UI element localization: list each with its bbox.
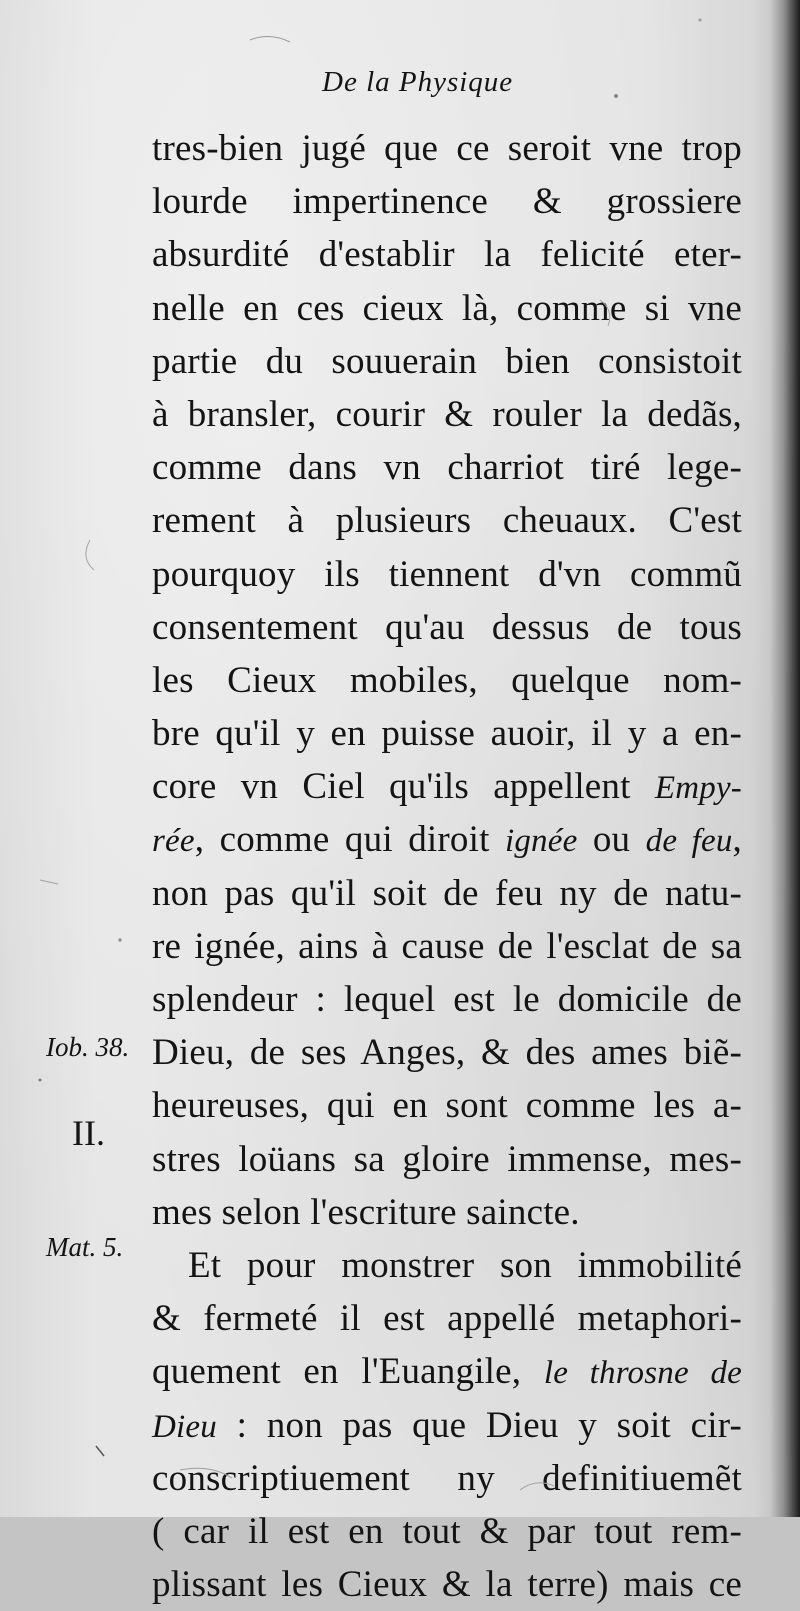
text-run: Dieu, de ses Anges, & des ames biẽ-	[152, 1032, 742, 1074]
text-line	[152, 548, 742, 601]
text-line	[152, 1399, 742, 1452]
text-line	[152, 388, 742, 441]
text-line	[152, 1558, 742, 1611]
text-run: : non pas que Dieu y soit cir-	[216, 1404, 742, 1446]
text-line	[152, 1186, 742, 1239]
italic-text: Empy-	[654, 770, 742, 807]
text-run: plissant les Cieux & la terre) mais ce	[152, 1564, 742, 1606]
text-line	[152, 1133, 742, 1186]
text-run: non pas qu'il soit de feu ny de natu-	[152, 872, 742, 914]
text-run: bre qu'il y en puisse auoir, il y a en-	[152, 713, 742, 755]
text-line	[152, 1505, 742, 1558]
text-run: ,	[732, 819, 742, 861]
italic-text: de feu	[645, 823, 733, 860]
margin-note-mat: Mat. 5.	[46, 1232, 124, 1262]
text-run: heureuses, qui en sont comme les a-	[152, 1085, 742, 1127]
binding-shadow	[770, 0, 800, 1517]
text-run: ou	[577, 819, 646, 861]
text-run: stres loüans sa gloire immense, mes-	[152, 1138, 742, 1180]
text-run: comme dans vn charriot tiré lege-	[152, 447, 742, 489]
running-head: De la Physique	[322, 66, 514, 98]
italic-text: le throsne de	[543, 1355, 742, 1392]
text-line	[152, 335, 742, 388]
text-line	[152, 1239, 742, 1292]
text-run: les Cieux mobiles, quelque nom-	[152, 659, 742, 701]
text-run: pourquoy ils tiennent d'vn commũ	[152, 553, 742, 595]
text-run: à bransler, courir & rouler la dedãs,	[152, 393, 742, 435]
text-line	[152, 760, 742, 813]
text-run: core vn Ciel qu'ils appellent	[152, 766, 655, 808]
text-line	[152, 1452, 742, 1505]
text-run: lourde impertinence & grossiere	[152, 181, 742, 223]
text-run: nelle en ces cieux là, comme si vne	[152, 287, 742, 329]
text-run: & fermeté il est appellé metaphori-	[152, 1298, 742, 1340]
text-line	[152, 1079, 742, 1132]
body-text	[152, 122, 742, 1611]
italic-text: rée	[152, 823, 195, 860]
text-run: consentement qu'au dessus de tous	[152, 606, 742, 648]
text-run: absurdité d'establir la felicité eter-	[152, 234, 742, 276]
text-run: Et pour monstrer son immobilité	[188, 1244, 742, 1286]
text-run: tres-bien jugé que ce seroit vne trop	[152, 128, 742, 169]
text-line	[152, 122, 742, 175]
text-line	[152, 228, 742, 281]
text-run: mes selon l'escriture saincte.	[152, 1191, 580, 1233]
margin-section-number: II.	[72, 1113, 105, 1153]
text-line	[152, 1292, 742, 1345]
text-run: re ignée, ains à cause de l'esclat de sa	[152, 925, 742, 967]
text-run: conscriptiuement ny definitiuemẽt	[152, 1457, 742, 1499]
italic-text: ignée	[504, 823, 578, 860]
text-line	[152, 601, 742, 654]
text-run: ( car il est en tout & par tout rem-	[152, 1510, 742, 1552]
text-line	[152, 282, 742, 335]
text-run: quement en l'Euangile,	[152, 1351, 544, 1393]
margin-note-job: Iob. 38.	[46, 1032, 130, 1062]
text-line	[152, 973, 742, 1026]
text-line	[152, 175, 742, 228]
text-line	[152, 707, 742, 760]
text-line	[152, 1345, 742, 1398]
text-line	[152, 1026, 742, 1079]
text-run: rement à plusieurs cheuaux. C'est	[152, 500, 742, 542]
text-line	[152, 654, 742, 707]
text-line	[152, 494, 742, 547]
italic-text: Dieu	[152, 1408, 217, 1445]
text-run: , comme qui diroit	[194, 819, 505, 861]
text-run: splendeur : lequel est le domicile de	[152, 979, 742, 1020]
text-line	[152, 441, 742, 494]
text-line	[152, 813, 742, 866]
text-line	[152, 920, 742, 973]
text-run: partie du souuerain bien consistoit	[152, 340, 742, 382]
text-line	[152, 867, 742, 920]
